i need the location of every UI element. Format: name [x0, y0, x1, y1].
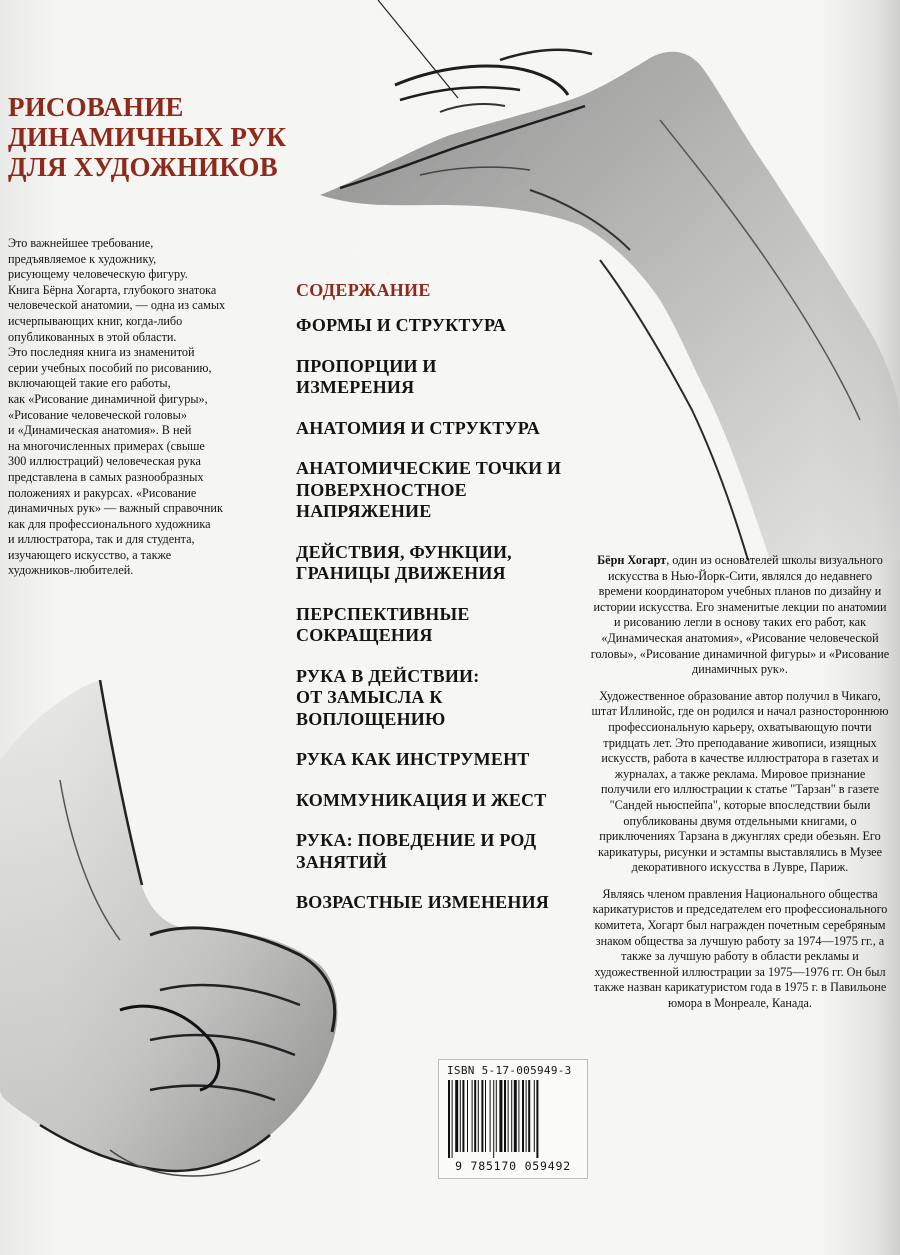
- intro-line: рисующему человеческую фигуру.: [8, 267, 188, 282]
- barcode-image: [447, 1080, 579, 1158]
- isbn-label: ISBN 5-17-005949-3: [447, 1064, 572, 1077]
- intro-line: художников-любителей.: [8, 563, 134, 578]
- title-line: РИСОВАНИЕ: [8, 92, 184, 123]
- barcode-bar: [478, 1080, 479, 1152]
- barcode-bar: [518, 1080, 519, 1152]
- toc-item: ПРОПОРЦИИ И ИЗМЕРЕНИЯ: [296, 355, 437, 397]
- intro-line: как для профессионального художника: [8, 516, 211, 531]
- intro-line: и иллюстратора, так и для студента,: [8, 532, 195, 547]
- intro-text: [8, 236, 298, 579]
- toc-item: ПЕРСПЕКТИВНЫЕ СОКРАЩЕНИЯ: [296, 603, 470, 645]
- barcode-bar: [448, 1080, 450, 1158]
- toc-heading: СОДЕРЖАНИЕ: [296, 280, 431, 300]
- intro-line: «Рисование человеческой головы»: [8, 407, 187, 422]
- barcode-bar: [452, 1080, 453, 1158]
- intro-line: Это важнейшее требование,: [8, 236, 154, 250]
- barcode-bar: [481, 1080, 483, 1152]
- barcode-bar: [508, 1080, 509, 1152]
- barcode-bar: [526, 1080, 527, 1152]
- toc-item: РУКА: ПОВЕДЕНИЕ И РОД ЗАНЯТИЙ: [296, 830, 537, 872]
- intro-line: 300 иллюстраций) человеческая рука: [8, 454, 201, 469]
- intro-line: опубликованных в этой области.: [8, 329, 177, 344]
- barcode-bar: [460, 1080, 461, 1152]
- intro-line: на многочисленных примерах (свыше: [8, 438, 205, 453]
- title-line: ДИНАМИЧНЫХ РУК: [8, 122, 287, 153]
- intro-line: серии учебных пособий по рисованию,: [8, 360, 212, 375]
- barcode-bar: [514, 1080, 517, 1152]
- table-of-contents: [296, 280, 596, 933]
- intro-line: предъявляемое к художнику,: [8, 251, 157, 266]
- title-line: ДЛЯ ХУДОЖНИКОВ: [8, 152, 278, 183]
- toc-item: РУКА В ДЕЙСТВИИ: ОТ ЗАМЫСЛА К ВОПЛОЩЕНИЮ: [296, 665, 480, 729]
- barcode-bar: [467, 1080, 468, 1152]
- barcode-bar: [493, 1080, 494, 1158]
- barcode-bar: [536, 1080, 538, 1158]
- intro-line: человеческой анатомии, — одна из самых: [8, 298, 226, 313]
- toc-item: ФОРМЫ И СТРУКТУРА: [296, 315, 507, 335]
- barcode-bar: [522, 1080, 524, 1152]
- fist-illustration-bottom: [0, 680, 345, 1255]
- barcode-panel: [438, 1059, 588, 1179]
- toc-item: АНАТОМИЯ И СТРУКТУРА: [296, 417, 540, 438]
- intro-line: представлена в самых разнообразных: [8, 469, 204, 484]
- toc-item: АНАТОМИЧЕСКИЕ ТОЧКИ И ПОВЕРХНОСТНОЕ НАПРЯЖЕНИЕ: [296, 458, 562, 521]
- toc-list: [296, 315, 596, 914]
- barcode-bar: [455, 1080, 458, 1152]
- toc-item: ВОЗРАСТНЫЕ ИЗМЕНЕНИЯ: [296, 892, 549, 912]
- intro-line: Это последняя книга из знаменитой: [8, 345, 195, 360]
- intro-line: как «Рисование динамичной фигуры»,: [8, 391, 208, 406]
- barcode-bar: [490, 1080, 491, 1152]
- barcode-bar: [472, 1080, 473, 1152]
- toc-item: КОММУНИКАЦИЯ И ЖЕСТ: [296, 789, 547, 810]
- toc-item: РУКА КАК ИНСТРУМЕНТ: [296, 749, 530, 769]
- bio-text: , один из основателей школы визуального искусства в Нью-Йорк-Сити, являлся до недавнего времени координатором учебных планов по дизайну и истории искусства. Его знаменитые лекции по анатомии и рисованию легли в основу таких его работ, как «Динамическая анатомия», «Рисование человеческой головы», «Рисование динамичной фигуры» и «Рисование динамичных рук».: [590, 553, 890, 677]
- toc-item: ДЕЙСТВИЯ, ФУНКЦИИ, ГРАНИЦЫ ДВИЖЕНИЯ: [296, 541, 512, 583]
- author-name: Бёрн Хогарт: [597, 553, 667, 567]
- ean-number: 9 785170 059492: [455, 1159, 571, 1173]
- barcode-bar: [534, 1080, 535, 1152]
- intro-line: и «Динамическая анатомия». В ней: [8, 423, 192, 438]
- intro-line: включающей такие его работы,: [8, 376, 171, 391]
- barcode-bar: [504, 1080, 506, 1152]
- barcode-bar: [496, 1080, 497, 1152]
- barcode-bar: [462, 1080, 464, 1152]
- bio-paragraph: Художественное образование автор получил в Чикаго, штат Иллинойс, где он родился и начал разностороннюю профессиональную карьеру, охватывающую почти тридцать лет. Это преподавание живописи, изящных искусств, работа в качестве иллюстратора в газетах и журналах, а также реклама. Мировое признание получили его иллюстрации к статье "Тарзан" в газете "Сандей ньюспейпа", которые впоследствии были опубликованы двумя отдельными книгами, о приключениях Тарзана в джунглях среди обезьян. Его карикатуры, рисунки и эстампы выставлялись в Музее декоративного искусства в Лувре, Париж.: [591, 688, 889, 875]
- barcode-bar: [511, 1080, 512, 1152]
- barcode-bar: [485, 1080, 486, 1152]
- author-bio: [590, 553, 890, 1023]
- bio-paragraph: Являясь членом правления Национального общества карикатуристов и председателем его профессионального комитета, Хогарт был награжден почетным серебряным знаком общества за лучшую работу за 1974—1975 гг., а также за лучшую работу в области рекламы и художественной иллюстрации за 1975—1976 гг. Он был также назван карикатуристом года в 1975 г. в Павильоне юмора в Монреале, Канада.: [592, 886, 888, 1011]
- book-title: [8, 92, 328, 182]
- barcode-bar: [499, 1080, 502, 1152]
- barcode-bar: [474, 1080, 476, 1152]
- intro-line: динамичных рук» — важный справочник: [8, 501, 223, 516]
- intro-line: исчерпывающих книг, когда-либо: [8, 313, 183, 328]
- intro-line: изучающего искусство, а также: [8, 547, 172, 562]
- intro-line: положениях и ракурсах. «Рисование: [8, 485, 197, 500]
- intro-line: Книга Бёрна Хогарта, глубокого знатока: [8, 282, 217, 297]
- barcode-bar: [528, 1080, 530, 1152]
- bio-paragraph: [590, 553, 890, 678]
